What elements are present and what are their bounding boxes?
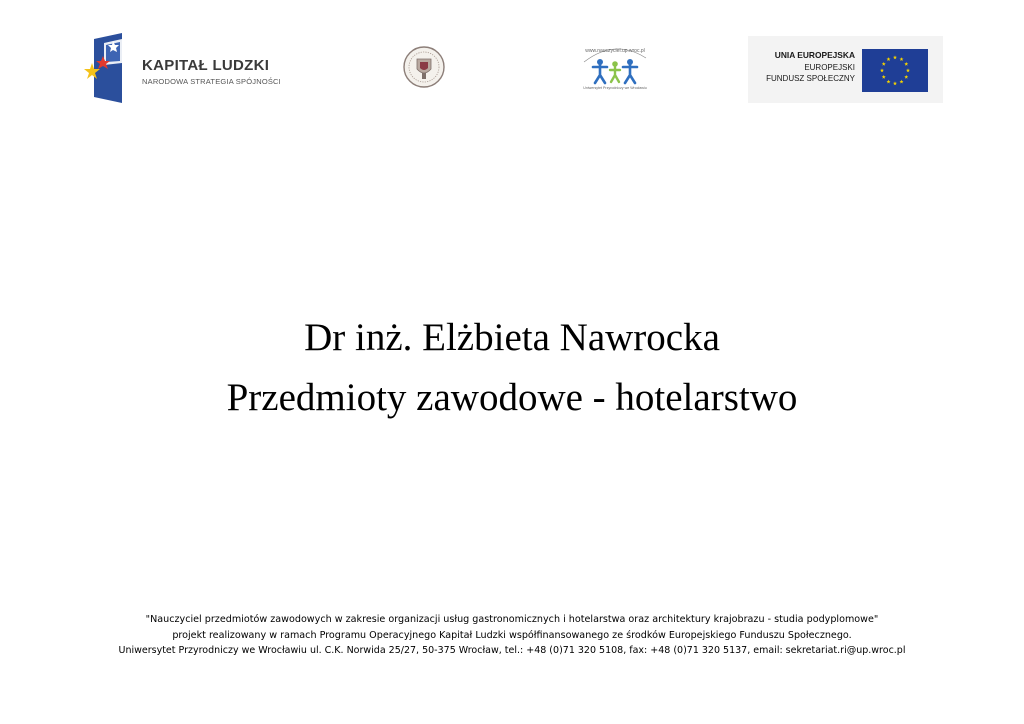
nauczyciel-url-text: www.nauczyciel.up.wroc.pl	[585, 48, 645, 54]
people-figures-logo-icon	[576, 44, 654, 86]
nauczyciel-caption: Uniwersytet Przyrodniczy we Wrocławiu	[583, 86, 647, 90]
footer-project-info: projekt realizowany w ramach Programu Operacyjnego Kapitał Ludzki współfinansowanego ze środków Europejskiego Funduszu Społecznego.	[172, 629, 852, 641]
subject-title: Przedmioty zawodowe - hotelarstwo	[226, 376, 798, 419]
footer	[0, 612, 1024, 659]
kapital-ludzki-star-emblem-icon	[82, 33, 126, 103]
eu-text-line2: EUROPEJSKI	[804, 62, 855, 72]
eu-social-fund-logo	[748, 36, 943, 103]
eu-text-line1: UNIA EUROPEJSKA	[774, 50, 855, 60]
kapital-ludzki-logo	[82, 33, 312, 103]
eu-flag-icon	[862, 49, 928, 92]
footer-project-title: "Nauczyciel przedmiotów zawodowych w zakresie organizacji usług gastronomicznych i hotelarstwa oraz architektury krajobrazu - studia podyplomowe"	[145, 614, 879, 625]
footer-contact: Uniwersytet Przyrodniczy we Wrocławiu ul. C.K. Norwida 25/27, 50-375 Wrocław, tel.: +48 (0)71 320 5108, fax: +48 (0)71 320 5137, email: sekretariat.ri@up.wroc.pl	[118, 645, 906, 656]
author-name: Dr inż. Elżbieta Nawrocka	[304, 316, 720, 359]
kapital-ludzki-title: KAPITAŁ LUDZKI	[142, 57, 270, 74]
nauczyciel-logo	[576, 44, 654, 94]
eu-text-line3: FUNDUSZ SPOŁECZNY	[766, 74, 855, 83]
university-seal-icon	[402, 45, 446, 89]
kapital-ludzki-subtitle: NARODOWA STRATEGIA SPÓJNOŚCI	[142, 77, 281, 86]
main-title	[0, 308, 1024, 428]
eu-text-block	[766, 50, 855, 85]
